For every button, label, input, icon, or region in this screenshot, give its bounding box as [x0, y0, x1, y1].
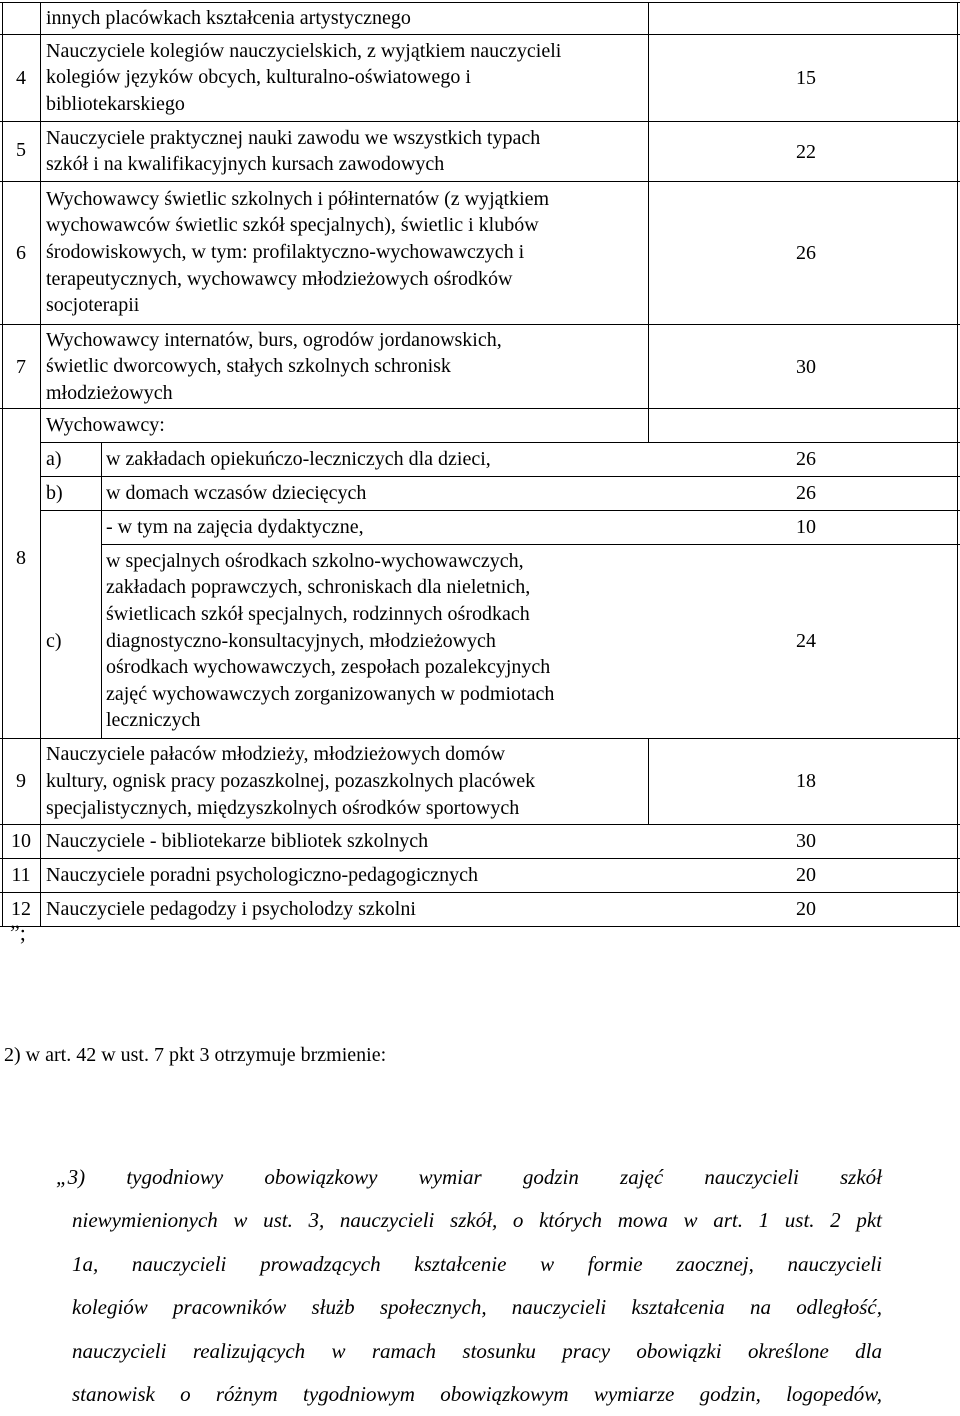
row-hours: 30 [796, 830, 816, 852]
row-text: specjalistycznych, międzyszkolnych ośrodków sportowych [46, 797, 520, 819]
table-col-rule [40, 2, 41, 926]
row-text: świetlic dworcowych, stałych szkolnych schronisk [46, 355, 451, 377]
table-col-rule [648, 2, 649, 408]
row-text: wychowawców świetlic szkół specjalnych), świetlic i klubów [46, 214, 539, 236]
row-text: Nauczyciele kolegiów nauczycielskich, z wyjątkiem nauczycieli [46, 40, 562, 62]
row-text: Nauczyciele praktycznej nauki zawodu we wszystkich typach [46, 127, 541, 149]
row-text: kolegiów języków obcych, kulturalno-oświatowego i [46, 66, 471, 88]
sub-letter: b) [46, 482, 63, 504]
row-number: 6 [16, 242, 26, 264]
row-number: 5 [16, 139, 26, 161]
table-rule [0, 738, 960, 739]
row-hours: 20 [796, 898, 816, 920]
row-hours: 20 [796, 864, 816, 886]
table-border-bottom [0, 926, 960, 927]
sub-hours: 24 [796, 630, 816, 652]
table-border-right [957, 2, 958, 926]
row-text: środowiskowych, w tym: profilaktyczno-wychowawczych i [46, 241, 525, 263]
sub-text: diagnostyczno-konsultacyjnych, młodzieżowych [106, 630, 496, 652]
row-text: bibliotekarskiego [46, 93, 185, 115]
table-rule [0, 892, 960, 893]
closing-quote-mark: ”; [10, 920, 26, 945]
sub-hours: 26 [796, 482, 816, 504]
table-rule [40, 476, 960, 477]
row-number: 8 [16, 547, 26, 569]
row-text: socjoterapii [46, 294, 140, 316]
table-rule [101, 544, 960, 545]
row-hours: 22 [796, 141, 816, 163]
table-col-rule [648, 738, 649, 824]
table-col-rule [648, 408, 649, 442]
quote-line: kolegiów pracowników służb społecznych, nauczycieli kształcenia na odległość, [72, 1295, 882, 1320]
row-hours: 15 [796, 67, 816, 89]
sub-letter: a) [46, 448, 62, 470]
row-text: terapeutycznych, wychowawcy młodzieżowych ośrodków [46, 268, 513, 290]
table-rule [0, 34, 960, 35]
sub-hours: 10 [796, 516, 816, 538]
row-text: Nauczyciele pedagodzy i psycholodzy szkolni [46, 898, 416, 920]
sub-text: - w tym na zajęcia dydaktyczne, [106, 516, 364, 538]
table-rule [0, 408, 960, 409]
section-heading: 2) w art. 42 w ust. 7 pkt 3 otrzymuje brzmienie: [4, 1044, 387, 1066]
row-number: 7 [16, 356, 26, 378]
row-text: Wychowawcy świetlic szkolnych i półinternatów (z wyjątkiem [46, 188, 550, 210]
sub-text: ośrodkach wychowawczych, zespołach pozalekcyjnych [106, 656, 551, 678]
row-number: 4 [16, 67, 26, 89]
table-rule [40, 510, 960, 511]
row-number: 11 [11, 864, 31, 886]
table-rule [0, 324, 960, 325]
table-rule [0, 858, 960, 859]
row-text: szkół i na kwalifikacyjnych kursach zawodowych [46, 153, 445, 175]
quote-line: 1a, nauczycieli prowadzących kształcenie w formie zaocznej, nauczycieli [72, 1251, 882, 1276]
row-number: 10 [11, 830, 31, 852]
row-text: Nauczyciele - bibliotekarze bibliotek szkolnych [46, 830, 429, 852]
sub-text: w zakładach opiekuńczo-leczniczych dla dzieci, [106, 448, 491, 470]
row-hours: 30 [796, 356, 816, 378]
quote-line: „3) tygodniowy obowiązkowy wymiar godzin zajęć nauczycieli szkół [56, 1165, 882, 1189]
row-heading: Wychowawcy: [46, 414, 165, 436]
sub-text: w domach wczasów dziecięcych [106, 482, 367, 504]
row-text: młodzieżowych [46, 382, 173, 404]
quote-line: niewymienionych w ust. 3, nauczycieli szkół, o których mowa w art. 1 ust. 2 pkt [72, 1208, 882, 1233]
row-number: 9 [16, 770, 26, 792]
row-number: 12 [11, 898, 31, 920]
row-hours: 26 [796, 242, 816, 264]
quote-line: stanowisk o różnym tygodniowym obowiązkowym wymiarze godzin, logopedów, [72, 1382, 882, 1407]
row-text: Nauczyciele pałaców młodzieży, młodzieżowych domów [46, 743, 506, 765]
table-col-rule [101, 442, 102, 738]
table-rule [0, 824, 960, 825]
sub-text: świetlicach szkół specjalnych, rodzinnych ośrodkach [106, 603, 530, 625]
table-border-top [0, 2, 960, 3]
table-rule [0, 121, 960, 122]
quote-line: nauczycieli realizujących w ramach stosunku pracy obowiązki określone dla [72, 1338, 882, 1363]
row-text: kultury, ognisk pracy pozaszkolnej, pozaszkolnych placówek [46, 770, 536, 792]
sub-hours: 26 [796, 448, 816, 470]
row-text: innych placówkach kształcenia artystycznego [46, 7, 411, 29]
quoted-provision [56, 1156, 882, 1416]
row-hours: 18 [796, 770, 816, 792]
sub-letter: c) [46, 630, 62, 652]
row-text: Wychowawcy internatów, burs, ogrodów jordanowskich, [46, 329, 502, 351]
table-rule [40, 442, 960, 443]
sub-text: w specjalnych ośrodkach szkolno-wychowawczych, [106, 550, 524, 572]
row-text: Nauczyciele poradni psychologiczno-pedagogicznych [46, 864, 479, 886]
table-rule [0, 181, 960, 182]
sub-text: leczniczych [106, 709, 201, 731]
sub-text: zajęć wychowawczych zorganizowanych w podmiotach [106, 683, 555, 705]
sub-text: zakładach poprawczych, schroniskach dla nieletnich, [106, 576, 531, 598]
